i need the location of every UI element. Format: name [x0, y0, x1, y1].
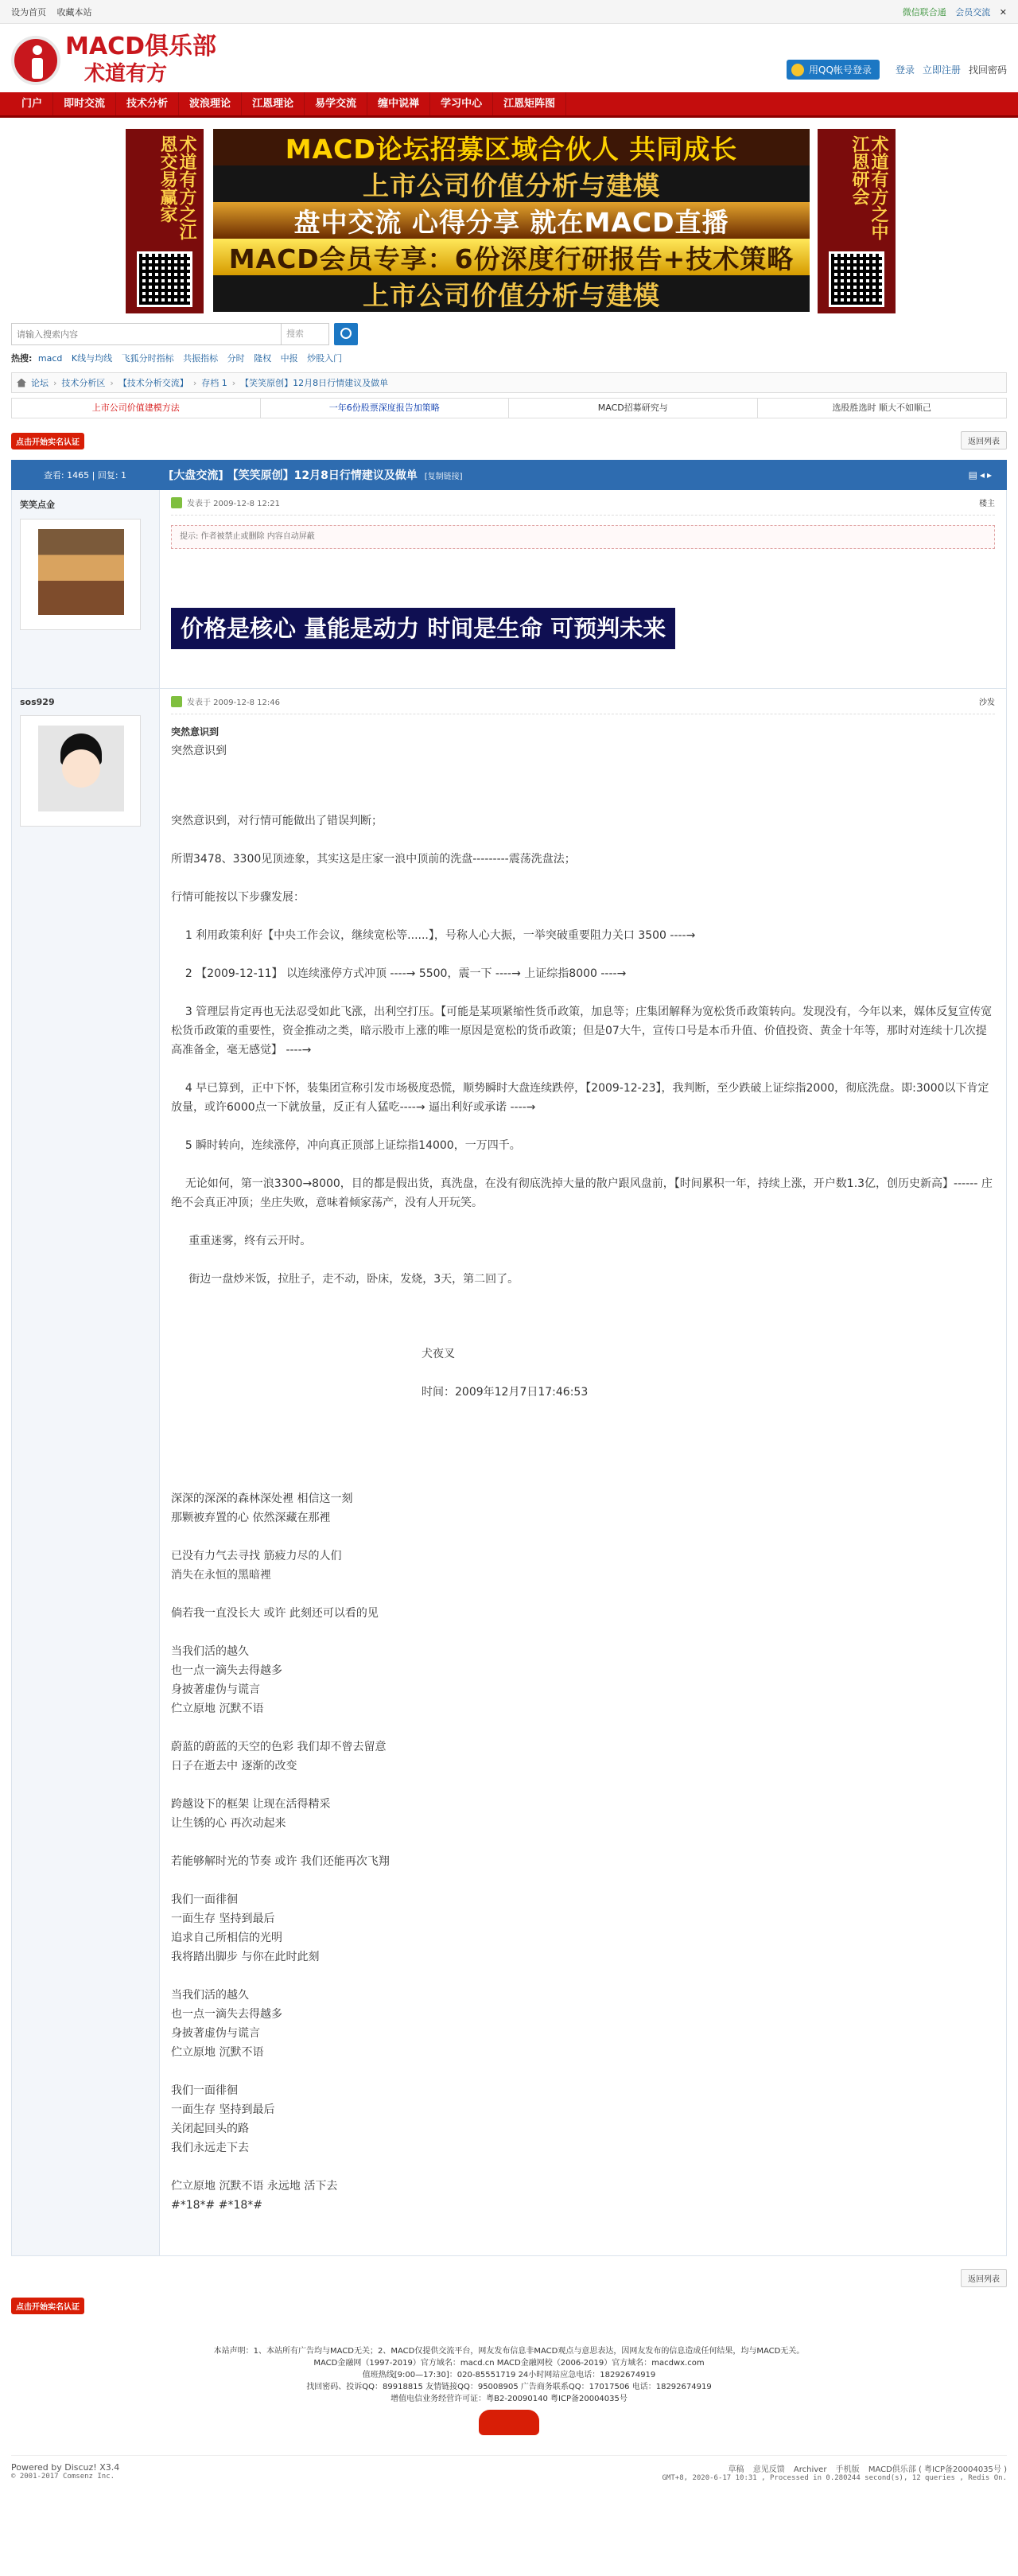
post-floor[interactable]: 楼主 [979, 500, 995, 508]
hot-search-link[interactable]: 隆权 [254, 353, 272, 364]
footer-line: 增值电信业务经营许可证：粤B2-20090140 粤ICP备20004035号 [390, 2395, 628, 2403]
nav-item[interactable]: 江恩矩阵图 [493, 92, 566, 115]
hot-search-link[interactable]: 分时 [227, 353, 245, 364]
post-paragraph: 行情可能按以下步骤发展： [171, 891, 305, 904]
next-icon[interactable]: ▸ [986, 469, 994, 481]
poem-line [171, 1871, 995, 1890]
powered-by[interactable]: Powered by Discuz! X3.4 [11, 2462, 120, 2473]
poem-line [171, 1776, 995, 1795]
poem-line: 一面生存 坚持到最后 [171, 1913, 275, 1925]
post-paragraph: 突然意识到 [171, 726, 220, 737]
hot-search-link[interactable]: 飞狐分时指标 [121, 353, 174, 364]
search-area [11, 313, 1007, 369]
poem-line: 伫立原地 沉默不语 永远地 活下去 [171, 2180, 338, 2193]
qq-login-button[interactable]: 用QQ帐号登录 [787, 60, 880, 80]
poem-line: 追求自己所相信的光明 [171, 1932, 282, 1944]
home-icon[interactable] [17, 379, 26, 387]
post-paragraph: 重重迷雾，终有云开时。 [171, 1235, 312, 1247]
breadcrumb-item[interactable]: 技术分析区 [61, 378, 106, 388]
nav-item[interactable]: 江恩理论 [242, 92, 305, 115]
hot-searches: 热搜: macd K线与均线 飞狐分时指标 共振指标 分时 隆权 中报 炒股入门 [11, 353, 343, 364]
copy-link[interactable]: [复制链接] [424, 473, 463, 481]
online-status-icon [171, 696, 182, 707]
poem-line: 当我们活的越久 [171, 1645, 249, 1658]
top-bar [0, 0, 1018, 24]
copyright: © 2001-2017 Comsenz Inc. [11, 2473, 115, 2481]
header [11, 24, 1007, 92]
avatar[interactable] [20, 519, 141, 630]
hot-search-link[interactable]: 炒股入门 [307, 353, 343, 364]
poem-line: 蔚蓝的蔚蓝的天空的色彩 我们却不曾去留意 [171, 1741, 387, 1753]
footer-line: 找回密码、投诉QQ：89918815 友情链接QQ：95008905 广告商务联系QQ：17017506 电话：18292674919 [306, 2383, 712, 2391]
footer-link[interactable]: 意见反馈 [752, 2465, 785, 2474]
footer-link[interactable]: MACD俱乐部 ( 粤ICP备20004035号 ) [868, 2465, 1007, 2474]
breadcrumb-item[interactable]: 论坛 [31, 378, 49, 388]
login-area [787, 60, 1007, 80]
poem [171, 1489, 995, 2215]
thread-actions-top [11, 428, 1007, 452]
breadcrumb-item[interactable]: 【技术分析交流】 [118, 378, 188, 388]
qq-icon [791, 64, 804, 76]
bookmark-link[interactable]: 收藏本站 [56, 7, 92, 18]
set-homepage-link[interactable]: 设为首页 [11, 7, 46, 18]
post-paragraph: 1 利用政策利好【中央工作会议，继续宽松等......】，号称人心大振，一举突破重要阻力关口 3500 ----→ [171, 929, 696, 942]
thread-header [11, 460, 1007, 490]
breadcrumb: 论坛 › 技术分析区 › 【技术分析交流】 › 存档 1 › 【笑笑原创】12月8日行情建议及做单 [11, 372, 1007, 393]
post-paragraph: 4 早已算到，正中下怀，装集团宣称引发市场极度恐慌，顺势瞬时大盘连续跌停，【2009-12-23】，我判断，至少跌破上证综指2000，彻底洗盘。即:3000以下肯定放量，或许6000点一下就放量，反正有人猛吃----→ 逼出利好或承诺 ----→ [171, 1082, 989, 1114]
site-logo[interactable] [11, 33, 216, 88]
banner-area [11, 118, 1007, 313]
poem-line: 身披著虚伪与谎言 [171, 1683, 260, 1696]
poem-line: 一面生存 坚持到最后 [171, 2103, 275, 2116]
post [11, 689, 1007, 2256]
nav-item[interactable]: 缠中说禅 [367, 92, 430, 115]
post-body [160, 490, 1006, 688]
nav-item[interactable]: 学习中心 [430, 92, 493, 115]
real-name-auth-button[interactable]: 点击开始实名认证 [11, 2298, 84, 2314]
qr-code-image [137, 251, 192, 307]
logo-title: MACD俱乐部 [65, 33, 216, 60]
main-nav [0, 92, 1018, 118]
footer-link[interactable]: 草稿 [728, 2465, 744, 2474]
post-floor[interactable]: 沙发 [979, 698, 995, 707]
hot-search-link[interactable]: 共振指标 [183, 353, 219, 364]
close-icon[interactable]: ✕ [999, 7, 1007, 18]
breadcrumb-item[interactable]: 【笑笑原创】12月8日行情建议及做单 [240, 378, 389, 388]
poem-line: 跨越设下的框架 让现在活得精采 [171, 1798, 331, 1811]
top-bar-left [11, 6, 100, 18]
footer-line: MACD金融网（1997-2019）官方域名：macd.cn MACD金融网校（2006-2019）官方域名：macdwx.com [313, 2359, 705, 2368]
promo-links [11, 398, 1007, 418]
hot-search-link[interactable]: macd [37, 353, 63, 364]
poem-line: 我们一面徘徊 [171, 1893, 238, 1906]
poem-line: 伫立原地 沉默不语 [171, 1702, 264, 1715]
footer-link[interactable]: 手机版 [835, 2465, 860, 2474]
ad-banner[interactable]: 盘中交流 心得分享 就在MACD直播 [213, 202, 810, 239]
promo-link[interactable]: 选股胜选时 顺大不如顺己 [832, 403, 931, 413]
search-input[interactable] [11, 323, 282, 345]
author-name[interactable]: sos929 [20, 697, 55, 707]
poem-line [171, 1967, 995, 1986]
breadcrumb-item[interactable]: 存档 1 [201, 378, 227, 388]
poem-line: 若能够解时光的节奏 或许 我们还能再次飞翔 [171, 1855, 390, 1868]
forgot-password-link[interactable]: 找回密码 [968, 64, 1007, 76]
post-time: 发表于 2009-12-8 12:21 [187, 500, 280, 508]
post-paragraph: 2 【2009-12-11】 以连续涨停方式冲顶 ----→ 5500，震一下 ----→ 上证综指8000 ----→ [171, 967, 627, 980]
thread-stats: 查看: 1465 | 回复: 1 [43, 470, 127, 481]
ad-banner[interactable]: 上市公司价值分析与建模 [213, 165, 810, 202]
post-sign-time: 时间：2009年12月7日17:46:53 [422, 1386, 589, 1399]
back-to-list-button[interactable]: 返回列表 [961, 2269, 1007, 2287]
register-link[interactable]: 立即注册 [922, 64, 961, 76]
poem-line: 也一点一滴失去得越多 [171, 2008, 282, 2021]
post-paragraph: 突然意识到 [171, 745, 227, 757]
nav-item[interactable]: 易学交流 [305, 92, 367, 115]
poem-line [171, 1623, 995, 1642]
poem-line: 伫立原地 沉默不语 [171, 2046, 264, 2059]
poem-line [171, 1833, 995, 1852]
thread-title: [大盘交流] 【笑笑原创】12月8日行情建议及做单 [169, 469, 418, 482]
logo-mark [11, 36, 60, 85]
author-name[interactable]: 笑笑点金 [20, 500, 55, 510]
post-body [160, 689, 1006, 2255]
post-paragraph: 无论如何，第一浪3300→8000，目的都是假出货，真洗盘，在没有彻底洗掉大量的散户跟风盘前，【时间累积一年，持续上涨，开户数1.3亿，创历史新高】------ 庄绝不会真正冲顶；坐庄失败，意味着倾家荡产，没有人开玩笑。 [171, 1177, 993, 1209]
wechat-link[interactable]: 微信联合通 [902, 7, 946, 18]
poem-line: 让生锈的心 再次动起来 [171, 1817, 286, 1830]
poem-line: 已没有力气去寻找 筋疲力尽的人们 [171, 1550, 342, 1562]
login-link[interactable]: 登录 [895, 64, 915, 76]
security-badge-icon[interactable] [479, 2410, 539, 2435]
post-paragraph: 5 瞬时转向，连续涨停，冲向真正顶部上证综指14000，一万四千。 [171, 1139, 521, 1152]
hot-search-link[interactable]: 中报 [280, 353, 298, 364]
author-panel [12, 689, 160, 2255]
ad-banner[interactable]: MACD会员专享：6份深度行研报告+技术策略 [213, 239, 810, 275]
poem-line: 关闭起回头的路 [171, 2123, 249, 2135]
online-status-icon [171, 497, 182, 508]
banner-ads [213, 129, 810, 312]
ad-banner[interactable]: MACD论坛招募区域合伙人 共同成长 [213, 129, 810, 165]
post-time: 发表于 2009-12-8 12:46 [187, 698, 280, 707]
poem-line [171, 1718, 995, 1737]
promo-link[interactable]: 一年6份股票深度报告加策略 [261, 399, 510, 418]
poem-line: 那颗被弃置的心 依然深藏在那裡 [171, 1512, 331, 1524]
top-bar-right [896, 6, 1007, 18]
poem-line: 也一点一滴失去得越多 [171, 1664, 282, 1677]
poem-line [171, 1527, 995, 1547]
footer [11, 2345, 1007, 2439]
thread-tools [943, 469, 1007, 481]
poem-line: #*18*# #*18*# [171, 2199, 263, 2212]
post-paragraph: 3 管理层肯定再也无法忍受如此飞涨，出利空打压。【可能是某项紧缩性货币政策，加息等；庄集团解释为宽松货币政策转向。发现没有，今年以来，媒体反复宣传宽松货币政策的重要性，资金推动之类，暗示股市上涨的唯一原因是宽松的货币政策；但是07大牛，宣传口号是本币升值、价值投资、黄金十年等，那时对连续十几次提高准备金，毫无感觉】 ----→ [171, 1006, 993, 1056]
post-paragraph: 突然意识到，对行情可能做出了错误判断； [171, 815, 383, 827]
print-icon[interactable]: ▤ [968, 469, 980, 481]
hot-search-link[interactable]: K线与均线 [71, 353, 113, 364]
real-name-auth-button[interactable]: 点击开始实名认证 [11, 433, 84, 449]
poem-line [171, 2062, 995, 2081]
thread-actions-bottom [11, 2266, 1007, 2298]
post [11, 490, 1007, 689]
poem-line [171, 2158, 995, 2177]
server-info: GMT+8, 2020-6-17 10:31 , Processed in 0.280244 second(s), 12 queries , Redis On. [662, 2474, 1007, 2482]
nav-item[interactable]: 即时交流 [53, 92, 116, 115]
search-type-select[interactable]: 搜索 [282, 323, 329, 345]
search-button[interactable] [334, 323, 358, 345]
prev-icon[interactable]: ◂ [979, 469, 987, 481]
qr-code-image [829, 251, 884, 307]
poem-line: 我们一面徘徊 [171, 2084, 238, 2097]
member-link[interactable]: 会员交流 [955, 7, 991, 18]
post-paragraph: 街边一盘炒米饭，拉肚子，走不动，卧床，发烧，3天，第二回了。 [171, 1273, 519, 1286]
poem-line: 深深的深深的森林深处裡 相信这一刻 [171, 1492, 353, 1505]
poem-line: 消失在永恒的黑暗裡 [171, 1569, 271, 1582]
author-panel [12, 490, 160, 688]
promo-link[interactable]: 上市公司价值建模方法 [12, 399, 261, 418]
poem-line: 我将踏出脚步 与你在此时此刻 [171, 1951, 320, 1963]
poem-line: 倘若我一直没长大 或许 此刻还可以看的见 [171, 1607, 379, 1620]
nav-item[interactable]: 门户 [11, 92, 53, 115]
footer-line: 值班热线[9:00—17:30]：020-85551719 24小时网站应急电话：18292674919 [362, 2371, 656, 2379]
post-signature: 价格是核心 量能是动力 时间是生命 可预判未来 [171, 608, 675, 649]
left-side-ad[interactable]: 术道有方之江恩交易赢家 [126, 129, 204, 313]
poem-line: 我们永远走下去 [171, 2142, 249, 2154]
banned-notice: 提示: 作者被禁止或删除 内容自动屏蔽 [171, 525, 995, 549]
powered-bar [11, 2455, 1007, 2482]
ad-banner[interactable]: 上市公司价值分析与建模 [213, 275, 810, 312]
post-paragraph: 所谓3478、3300见顶迹象，其实这是庄家一浪中顶前的洗盘---------震荡洗盘法； [171, 853, 576, 866]
promo-link[interactable]: MACD招募研究与 [509, 399, 758, 418]
poem-line [171, 1585, 995, 1604]
post-sign-name: 犬夜叉 [422, 1348, 455, 1360]
footer-link[interactable]: Archiver [793, 2465, 827, 2474]
footer-line: 本站声明：1、本站所有广告均与MACD无关；2、MACD仅提供交流平台，网友发布信息非MACD观点与意思表达，因网友发布的信息造成任何结果，均与MACD无关。 [213, 2347, 805, 2356]
nav-item[interactable]: 技术分析 [116, 92, 179, 115]
nav-item[interactable]: 波浪理论 [179, 92, 242, 115]
right-side-ad[interactable]: 术道有方之中江恩研会 [818, 129, 896, 313]
post-content [171, 714, 995, 2223]
avatar[interactable] [20, 715, 141, 827]
poem-line: 当我们活的越久 [171, 1989, 249, 2002]
poem-line: 身披著虚伪与谎言 [171, 2027, 260, 2040]
poem-line: 日子在逝去中 逐渐的改变 [171, 1760, 297, 1772]
logo-slogan: 术道有方 [84, 62, 168, 86]
back-to-list-button[interactable]: 返回列表 [961, 431, 1007, 449]
